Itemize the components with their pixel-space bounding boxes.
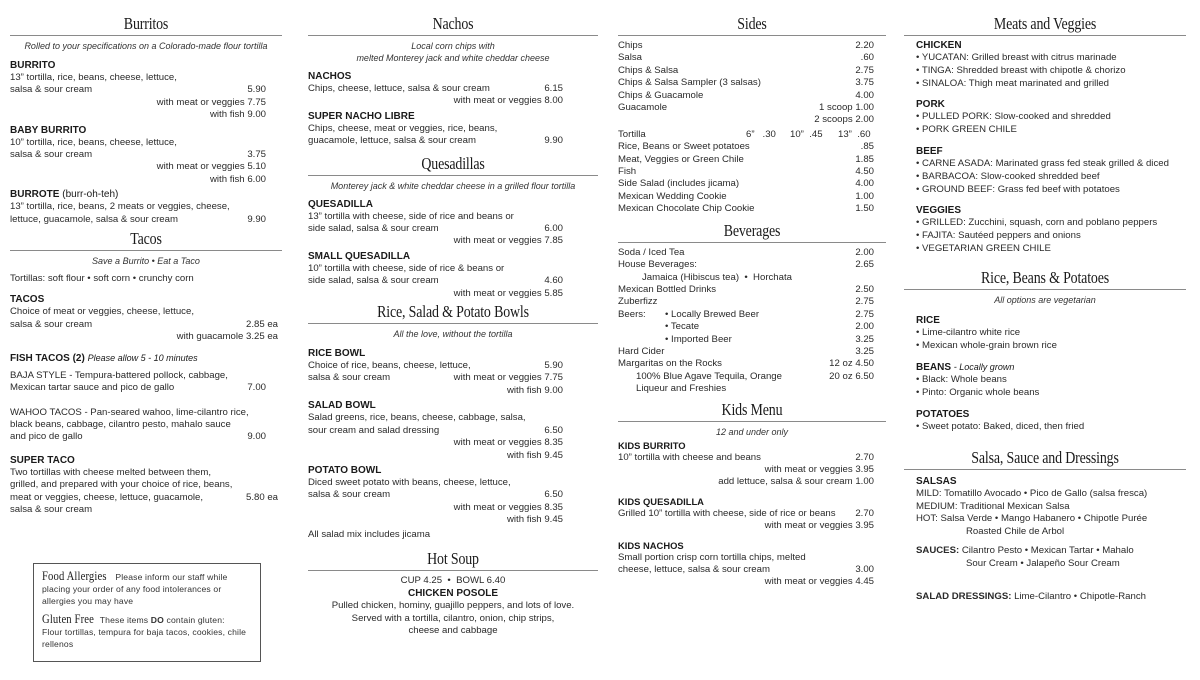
price: 9.90 xyxy=(247,213,266,225)
menu-item-kids-nachos: KIDS NACHOS Small portion crisp corn tortilla chips, melted cheese, lettuce, salsa & sour cream 3.00 with meat or veggies 4.45 xyxy=(618,539,874,588)
menu-item-baby-burrito: BABY BURRITO 10” tortilla, rice, beans, cheese, lettuce, salsa & sour cream 3.75 with meat or veggies 5.10 with fish 6.00 xyxy=(10,124,266,185)
section-title-rice-beans-potatoes: Rice, Beans & Potatoes xyxy=(980,267,1110,287)
divider xyxy=(904,469,1186,470)
price: 5.80 ea xyxy=(245,491,278,503)
menu-item-super-taco: SUPER TACO Two tortillas with cheese melted between them, grilled, and prepared with your choice of rice, beans, meat or veggies, cheese, lettuce, guacamole, 5.80 ea salsa & sour cream xyxy=(10,454,278,515)
price: 6.00 xyxy=(247,173,266,185)
list-item: Guacamole 1 scoop 1.00 xyxy=(618,102,874,114)
price: 2.85 ea xyxy=(245,318,278,330)
price: 7.85 xyxy=(544,235,563,247)
price: 9.90 xyxy=(544,135,563,147)
group-pork: PORK • PULLED PORK: Slow-cooked and shredded • PORK GREEN CHILE xyxy=(916,99,1111,136)
list-item: Mexican Chocolate Chip Cookie 1.50 xyxy=(618,203,874,215)
section-title-kids-menu: Kids Menu xyxy=(721,399,783,419)
salsa-medium: MEDIUM: Traditional Mexican Salsa xyxy=(916,500,1070,512)
soup-info: CUP 4.25 • BOWL 6.40 CHICKEN POSOLE Pulled chicken, hominy, guajillo peppers, and lots of love. Served with a tortilla, cilantro, onion, chip strips, cheese and cabbage xyxy=(308,575,598,638)
group-rice: RICE • Lime-cilantro white rice • Mexican whole-grain brown rice xyxy=(916,314,1057,351)
salad-dressings: SALAD DRESSINGS: Lime-Cilantro • Chipotle-Ranch xyxy=(916,590,1146,602)
price: 9.00 xyxy=(544,384,563,396)
menu-item-burrote: BURROTE (burr-oh-teh) 13” tortilla, rice, beans, 2 meats or veggies, cheese, lettuce, guacamole, salsa & sour cream 9.90 xyxy=(10,189,266,225)
price: 3.25 ea xyxy=(245,331,278,343)
menu-item-wahoo-tacos: WAHOO TACOS - Pan-seared wahoo, lime-cilantro rice, black beans, cabbage, cilantro pesto, mahalo sauce and pico de gallo 9.00 xyxy=(10,406,266,443)
list-item: Chips 2.20 xyxy=(618,40,874,51)
divider xyxy=(308,175,598,176)
list-item: Margaritas on the Rocks 12 oz 4.50 xyxy=(618,358,874,370)
menu-item-potato-bowl: POTATO BOWL Diced sweet potato with beans, cheese, lettuce, salsa & sour cream 6.50 with meat or veggies 8.35 with fish 9.45 xyxy=(308,464,563,526)
salsa-hot: HOT: Salsa Verde • Mango Habanero • Chipotle Purée xyxy=(916,513,1148,525)
price: 2.70 xyxy=(855,507,874,519)
menu-item-small-quesadilla: SMALL QUESADILLA 10” tortilla with cheese, side of rice & beans or side salad, salsa & sour cream 4.60 with meat or veggies 5.85 xyxy=(308,250,563,299)
section-title-salsa-sauce-dressings: Salsa, Sauce and Dressings xyxy=(971,447,1119,467)
price: 9.45 xyxy=(544,514,563,526)
section-title-hot-soup: Hot Soup xyxy=(427,548,479,568)
list-item: Jamaica (Hibiscus tea) • Horchata xyxy=(642,271,792,283)
menu-item-nachos: NACHOS Chips, cheese, lettuce, salsa & sour cream 6.15 with meat or veggies 8.00 xyxy=(308,71,563,107)
soup-name: CHICKEN POSOLE xyxy=(407,588,498,600)
divider xyxy=(308,570,598,571)
divider xyxy=(618,35,886,36)
list-item: • Tecate 2.00 xyxy=(665,321,874,333)
price: 5.90 xyxy=(544,360,563,372)
list-item: Beers: • Locally Brewed Beer 2.75 xyxy=(618,308,874,320)
section-title-tacos: Tacos xyxy=(130,229,162,249)
price: 7.00 xyxy=(247,382,266,394)
price: 5.90 xyxy=(247,84,266,96)
divider xyxy=(308,35,598,36)
list-item: Zuberfizz 2.75 xyxy=(618,296,874,308)
price: 3.00 xyxy=(855,564,874,575)
list-item: Mexican Wedding Cookie 1.00 xyxy=(618,190,874,202)
rbp-groups xyxy=(904,315,1186,434)
list-item-tortilla: Tortilla 6” .30 10” .45 13” .60 xyxy=(618,128,871,140)
food-allergies-title: Food Allergies xyxy=(42,568,107,583)
burritos-subtitle: Rolled to your specifications on a Colorado-made flour tortilla xyxy=(24,41,268,51)
price: 9.45 xyxy=(544,449,563,461)
divider xyxy=(10,250,282,251)
menu-item-rice-bowl: RICE BOWL Choice of rice, beans, cheese, lettuce, 5.90 salsa & sour cream with meat or veggies 7.75 with fish 9.00 xyxy=(308,348,563,396)
gluten-free-notice: Gluten Free These items DO contain gluten: Flour tortillas, tempura for baja tacos, cookies, chile rellenos xyxy=(42,611,247,649)
menu-item-burrito: BURRITO 13” tortilla, rice, beans, cheese, lettuce, salsa & sour cream 5.90 with meat or veggies 7.75 with fish 9.00 xyxy=(10,60,266,121)
list-item: Salsa .60 xyxy=(618,52,874,64)
price: 6.15 xyxy=(544,83,563,94)
salsa-mild: MILD: Tomatillo Avocado • Pico de Gallo (salsa fresca) xyxy=(916,487,1148,499)
menu-item-tacos: TACOS Choice of meat or veggies, cheese, lettuce, salsa & sour cream 2.85 ea with guacamole 3.25 ea xyxy=(10,294,278,343)
list-item: House Beverages: 2.65 xyxy=(618,259,874,271)
price: 6.50 xyxy=(544,489,563,501)
divider xyxy=(308,323,598,324)
price: 4.60 xyxy=(544,275,563,287)
list-item: Soda / Iced Tea 2.00 xyxy=(618,246,874,258)
menu-item-baja-style: BAJA STYLE - Tempura-battered pollock, cabbage, Mexican tartar sauce and pico de gallo 7.00 xyxy=(10,369,266,394)
group-veggies: VEGGIES • GRILLED: Zucchini, squash, corn and poblano peppers • FAJITA: Sautéed peppers and onions • VEGETARIAN GREEN CHILE xyxy=(916,205,1158,254)
section-title-burritos: Burritos xyxy=(123,14,169,33)
list-item: Hard Cider 3.25 xyxy=(618,345,874,357)
section-title-meats-veggies: Meats and Veggies xyxy=(993,14,1097,33)
price: 8.35 xyxy=(544,501,563,513)
price: 5.10 xyxy=(247,161,266,173)
menu-item-kids-quesadilla: KIDS QUESADILLA Grilled 10” tortilla with cheese, side of rice or beans 2.70 with meat or veggies 3.95 xyxy=(618,495,874,532)
column-meats-salsas: Meats and Veggies CHICKEN • YUCATAN: Grilled breast with citrus marinade • TINGA: Shredded breast with chipotle & chorizo • SINALOA: Thigh meat marinated and grilled PORK • PULLED PORK: Slow-cooked and shredded • PORK GREEN CHILE BEEF • CARNE ASADA: Marinated grass fed steak grilled & diced • BARBACOA: Slow-cooked shredded beef • GROUND BEEF: Grass fed beef with potatoes VEGGIES • GRILLED: Zucchini, squash, corn and poblano peppers • FAJITA: Sautéed peppers and onions • VEGETARIAN GREEN CHILE Rice, Beans & Potatoes All options are vegetarian RICE • Lime-cilantro white rice • Mexican whole-grain brown rice BEANS - Locally grown • Black: Whole beans • Pinto: Organic whole beans POTATOES • Sweet potato: Baked, diced, then fried Salsa, Sauce and Dressings SALSAS MILD: Tomatillo Avocado • Pico de Gallo (salsa fresca) MEDIUM: Traditional Mexican Salsa HOT: Salsa Verde • Mango Habanero • Chipotle Purée Roasted Chile de Arbol SAUCES: Cilantro Pesto • Mexican Tartar • Mahalo Sour Cream • Jalapeño Sour Cream SALAD DRESSINGS: Lime-Cilantro • Chipotle-Ranch xyxy=(904,0,1186,603)
price: 7.75 xyxy=(247,96,266,108)
soup-prices: CUP 4.25 • BOWL 6.40 xyxy=(400,574,506,586)
price: 3.75 xyxy=(247,149,266,161)
sides-list xyxy=(618,40,874,216)
price: 6.50 xyxy=(544,424,563,436)
beverages-list xyxy=(618,247,874,396)
column-sides-beverages-kids: Sides Chips 2.20 Salsa .60 Chips & Salsa 2.75 Chips & Salsa Sampler (3 salsas) 3.75 Chips & Guacamole 4.00 Guacamole 1 scoop 1.00 2 scoops 2.00 Tortilla 6” .30 10” .45 13” .60 Rice, Beans or Sweet potatoes .85 Meat, Veggies or Green Chile 1.85 Fish 4.50 Side Salad (includes jicama) 4.00 Mexican Wedding Cookie 1.00 Mexican Chocolate Chip Cookie 1.50 Beverages Soda / Iced Tea 2.00 House Beverages: 2.65 Jamaica (Hibiscus tea) • Horchata Mexican Bottled Drinks 2.50 Zuberfizz 2.75 Beers: • Locally Brewed Beer 2.75 • Tecate 2.00 • Imported Beer 3.25 Hard Cider 3.25 Margaritas on the Rocks 12 oz 4.50 100% Blue Agave Tequila, Orange 20 oz 6.50 Liqueur and Freshies Kids Menu 12 and under only KIDS BURRITO 10” tortilla with cheese and beans 2.70 with meat or veggies 3.95 add lettuce, salsa & sour cream 1.00 KIDS QUESADILLA Grilled 10” tortilla with cheese, side of rice or beans 2.70 with meat or veggies 3.95 KIDS NACHOS Small portion crisp corn tortilla chips, melted cheese, lettuce, salsa & sour cream 3.00 with meat or veggies 4.45 xyxy=(618,0,886,589)
allergy-notice-box xyxy=(33,563,261,662)
price: 8.00 xyxy=(544,95,563,107)
group-beef: BEEF • CARNE ASADA: Marinated grass fed steak grilled & diced • BARBACOA: Slow-cooked shredded beef • GROUND BEEF: Grass fed beef with potatoes xyxy=(916,145,1169,195)
tacos-subtitle: Save a Burrito • Eat a Taco xyxy=(92,256,200,267)
meats-groups xyxy=(904,40,1186,256)
list-item: 2 scoops 2.00 xyxy=(814,114,874,126)
group-potatoes: POTATOES • Sweet potato: Baked, diced, then fried xyxy=(916,408,1085,432)
group-beans: BEANS - Locally grown • Black: Whole beans • Pinto: Organic whole beans xyxy=(916,362,1040,399)
menu-item-fish-tacos: FISH TACOS (2) Please allow 5 - 10 minutes xyxy=(10,352,198,364)
price: 7.75 xyxy=(544,372,563,384)
list-item: Meat, Veggies or Green Chile 1.85 xyxy=(618,153,874,165)
divider xyxy=(618,421,886,422)
price: 2.70 xyxy=(855,451,874,463)
column-nachos-quesadillas-bowls: Nachos Local corn chips with melted Monterey jack and white cheddar cheese NACHOS Chips, cheese, lettuce, salsa & sour cream 6.15 with meat or veggies 8.00 SUPER NACHO LIBRE Chips, cheese, meat or veggies, rice, beans, guacamole, lettuce, salsa & sour cream 9.90 Quesadillas Monterey jack & white cheddar cheese in a grilled flour tortilla QUESADILLA 13” tortilla with cheese, side of rice and beans or side salad, salsa & sour cream 6.00 with meat or veggies 7.85 SMALL QUESADILLA 10” tortilla with cheese, side of rice & beans or side salad, salsa & sour cream 4.60 with meat or veggies 5.85 Rice, Salad & Potato Bowls All the love, without the tortilla RICE BOWL Choice of rice, beans, cheese, lettuce, 5.90 salsa & sour cream with meat or veggies 7.75 with fish 9.00 SALAD BOWL Salad greens, rice, beans, cheese, cabbage, salsa, sour cream and salad dressing 6.50 with meat or veggies 8.35 with fish 9.45 POTATO BOWL Diced sweet potato with beans, cheese, lettuce, salsa & sour cream 6.50 with meat or veggies 8.35 with fish 9.45 All salad mix includes jicama Hot Soup CUP 4.25 • BOWL 6.40 CHICKEN POSOLE Pulled chicken, hominy, guajillo peppers, and lots of love. Served with a tortilla, cilantro, onion, chip strips, cheese and cabbage xyxy=(308,0,598,638)
list-item: Mexican Bottled Drinks 2.50 xyxy=(618,283,874,295)
list-item: Liqueur and Freshies xyxy=(636,383,727,395)
food-allergies-notice: Food Allergies Please inform our staff while placing your order of any food intolerances or allergies you may have xyxy=(42,568,228,606)
price: 9.00 xyxy=(247,109,266,121)
group-chicken: CHICKEN • YUCATAN: Grilled breast with citrus marinade • TINGA: Shredded breast with chipotle & chorizo • SINALOA: Thigh meat marinated and grilled xyxy=(916,40,1126,89)
gluten-free-title: Gluten Free xyxy=(42,611,94,626)
divider xyxy=(618,242,886,243)
list-item: • Imported Beer 3.25 xyxy=(665,333,874,345)
section-title-quesadillas: Quesadillas xyxy=(421,153,485,173)
menu-item-super-nacho-libre: SUPER NACHO LIBRE Chips, cheese, meat or veggies, rice, beans, guacamole, lettuce, salsa & sour cream 9.90 xyxy=(308,110,563,147)
list-item: 100% Blue Agave Tequila, Orange 20 oz 6.50 xyxy=(636,370,874,382)
section-title-beverages: Beverages xyxy=(723,220,781,240)
price: 5.85 xyxy=(544,287,563,299)
tortilla-options: Tortillas: soft flour • soft corn • crunchy corn xyxy=(10,273,194,285)
salsas-content: SALSAS MILD: Tomatillo Avocado • Pico de Gallo (salsa fresca) MEDIUM: Traditional Mexican Salsa HOT: Salsa Verde • Mango Habanero • Chipotle Purée Roasted Chile de Arbol SAUCES: Cilantro Pesto • Mexican Tartar • Mahalo Sour Cream • Jalapeño Sour Cream SALAD DRESSINGS: Lime-Cilantro • Chipotle-Ranch xyxy=(904,476,1186,604)
section-title-nachos: Nachos xyxy=(432,14,474,33)
menu-item-salad-bowl: SALAD BOWL Salad greens, rice, beans, cheese, cabbage, salsa, sour cream and salad dressing 6.50 with meat or veggies 8.35 with fish 9.45 xyxy=(308,400,563,461)
column-burritos-tacos xyxy=(10,0,282,516)
list-item: Chips & Salsa 2.75 xyxy=(618,64,874,76)
sauces: SAUCES: Cilantro Pesto • Mexican Tartar • Mahalo xyxy=(916,544,1134,556)
section-title-sides: Sides xyxy=(737,14,767,33)
list-item: Side Salad (includes jicama) 4.00 xyxy=(618,178,874,190)
list-item: Fish 4.50 xyxy=(618,166,874,178)
price: 8.35 xyxy=(544,437,563,449)
list-item: Chips & Guacamole 4.00 xyxy=(618,89,874,101)
price: 9.00 xyxy=(247,431,266,443)
bowls-footnote: All salad mix includes jicama xyxy=(308,528,431,540)
section-title-bowls: Rice, Salad & Potato Bowls xyxy=(377,302,529,322)
divider xyxy=(904,289,1186,290)
menu-item-kids-burrito: KIDS BURRITO 10” tortilla with cheese and beans 2.70 with meat or veggies 3.95 add lettuce, salsa & sour cream 1.00 xyxy=(618,439,874,488)
price: 6.00 xyxy=(544,223,563,235)
menu-item-quesadilla: QUESADILLA 13” tortilla with cheese, side of rice and beans or side salad, salsa & sour cream 6.00 with meat or veggies 7.85 xyxy=(308,198,563,247)
list-item: Rice, Beans or Sweet potatoes .85 xyxy=(618,141,874,153)
list-item: Chips & Salsa Sampler (3 salsas) 3.75 xyxy=(618,77,874,89)
divider xyxy=(904,35,1186,36)
divider xyxy=(10,35,282,36)
